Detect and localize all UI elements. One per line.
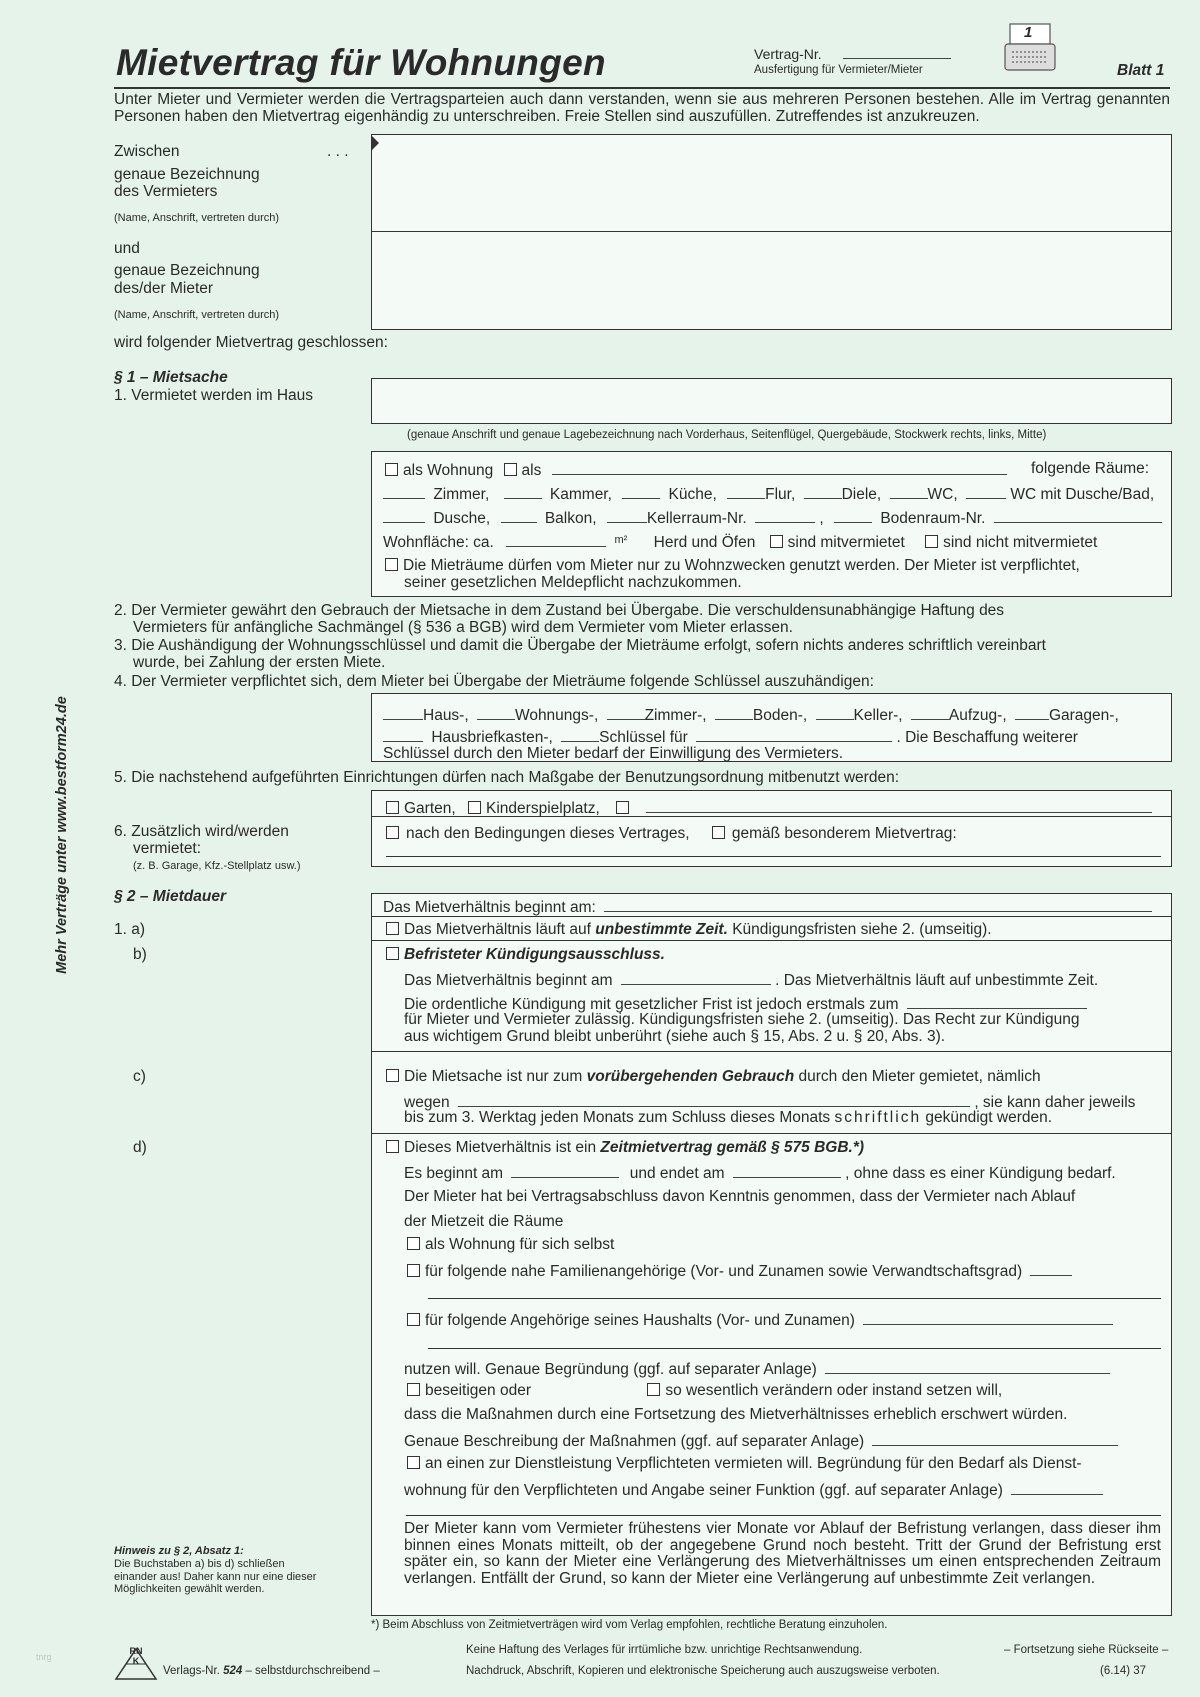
page-title: Mietvertrag für Wohnungen xyxy=(116,42,606,83)
address-field[interactable] xyxy=(371,378,1172,424)
d-household-field-1[interactable] xyxy=(863,1310,1113,1325)
mailbox-key-count[interactable] xyxy=(383,727,423,742)
intro-text: Unter Mieter und Vermieter werden die Vertragsparteien auch dann verstanden, wenn sie aus mehreren Personen bestehen. Alle im Vertrag genannten Personen haben den Mietvertrag eigenhändig zu unterschreiben. Freie Stellen sind auszufüllen. Zutreffendes ist anzukreuzen. xyxy=(114,91,1170,125)
purpose-checkbox[interactable] xyxy=(385,558,398,571)
s1-item-4: 4. Der Vermieter verpflichtet sich, dem Mieter bei Übergabe der Mieträume folgende Schlüssel auszuhändigen: xyxy=(114,673,874,690)
wc-count-field[interactable] xyxy=(890,484,928,499)
as-other-field[interactable] xyxy=(552,460,1007,475)
d-text-2: Der Mieter hat bei Vertragsabschluss davon Kenntnis genommen, dass der Vermieter nach Ablauf xyxy=(404,1188,1076,1205)
row-d: Dieses Mietverhältnis ist ein Zeitmietvertrag gemäß § 575 BGB.*) xyxy=(386,1139,864,1156)
diele-count-field[interactable] xyxy=(804,484,842,499)
publisher-text: Verlags-Nr. 524 – selbstdurchschreibend – xyxy=(163,1665,380,1677)
landlord-label-2: des Vermieters xyxy=(114,183,218,200)
copyright-text: Nachdruck, Abschrift, Kopieren und elektronische Speicherung auch auszugsweise verboten. xyxy=(466,1665,940,1677)
row-as-flat: als Wohnung als xyxy=(385,460,1007,479)
row-c3: bis zum 3. Werktag jeden Monats zum Schluss dieses Monats schriftlich gekündigt werden. xyxy=(404,1109,1053,1126)
row-a: Das Mietverhältnis läuft auf unbestimmte Zeit. Kündigungsfristen siehe 2. (umseitig). xyxy=(386,921,992,938)
d-end-field[interactable] xyxy=(733,1163,841,1178)
landlord-note: (Name, Anschrift, vertreten durch) xyxy=(114,212,280,224)
d-service-field-2[interactable] xyxy=(406,1515,1161,1516)
flur-count-field[interactable] xyxy=(727,484,765,499)
as-flat-checkbox[interactable] xyxy=(385,463,398,476)
option-b-checkbox[interactable] xyxy=(386,947,399,960)
tenant-label-1: genaue Bezeichnung xyxy=(114,262,260,279)
b-text-4: aus wichtigem Grund bleibt unberührt (siehe auch § 15, Abs. 2 u. § 20, Abs. 3). xyxy=(404,1028,946,1045)
liability-text: Keine Haftung des Verlages für irrtümliche bzw. unrichtige Rechtsanwendung. xyxy=(466,1644,863,1656)
sheet-label: Blatt 1 xyxy=(1117,62,1165,79)
logo-letters: RNK xyxy=(129,1646,143,1666)
option-a-checkbox[interactable] xyxy=(386,922,399,935)
watermark: tnrg xyxy=(36,1652,52,1662)
section-2-heading: § 2 – Mietdauer xyxy=(114,888,226,905)
garage-key-count[interactable] xyxy=(1015,705,1049,720)
other-facility-field[interactable] xyxy=(646,798,1152,813)
d-remove-checkbox[interactable] xyxy=(407,1383,420,1396)
wc-bath-count-field[interactable] xyxy=(966,484,1006,499)
balkon-count-field[interactable] xyxy=(501,508,537,523)
row-d-service: an einen zur Dienstleistung Verpflichteten vermieten will. Begründung für den Bedarf als Dienst- xyxy=(407,1455,1082,1472)
row-d-self: als Wohnung für sich selbst xyxy=(407,1236,614,1253)
row-d-household: für folgende Angehörige seines Haushalts (Vor- und Zunamen) xyxy=(407,1310,1113,1329)
s1-item-6a: 6. Zusätzlich wird/werden xyxy=(114,823,289,840)
duration-divider-1 xyxy=(371,916,1172,917)
s1-item-2b: Vermieters für anfängliche Sachmängel (§ 536 a BGB) wird dem Vermieter vom Mieter erlassen. xyxy=(133,619,793,636)
row-d-measures: beseitigen oder so wesentlich verändern oder instand setzen will, xyxy=(407,1382,1002,1399)
bodenraum-count-field[interactable] xyxy=(834,508,872,523)
section-1-heading: § 1 – Mietsache xyxy=(114,369,228,386)
zimmer-count-field[interactable] xyxy=(383,484,425,499)
footnote: *) Beim Abschluss von Zeitmietverträgen wird vom Verlag empfohlen, rechtliche Beratung einzuholen. xyxy=(371,1619,888,1631)
contract-number-label: Vertrag-Nr. xyxy=(754,46,822,62)
house-key-count[interactable] xyxy=(383,705,423,720)
d-final-text: Der Mieter kann vom Vermieter frühestens vier Monate vor Ablauf der Befristung verlangen, dass dieser ihm binnen eines Monats mitteilt, ob der angegebene Grund noch besteht. Tritt der Grund der Befristung erst später ein, so kann der Mieter eine Verlängerung des Mietverhältnisses um einen entsprechenden Zeitraum verlangen. Entfällt der Grund, so kann der Mieter eine Verlängerung auf unbestimmte Zeit verlangen. xyxy=(404,1520,1161,1587)
s1-item-3: 3. Die Aushändigung der Wohnungsschlüssel und damit die Übergabe der Mieträume erfolgt, sofern nichts anderes schriftlich vereinbart xyxy=(114,637,1046,654)
hint-text: Die Buchstaben a) bis d) schließen einander aus! Daher kann nur eine dieser Möglichkeiten gewählt werden. xyxy=(114,1558,317,1595)
garden-checkbox[interactable] xyxy=(386,801,399,814)
row-b: Befristeter Kündigungsausschluss. xyxy=(386,946,665,963)
row-d-service-2: wohnung für den Verpflichteten und Angabe seiner Funktion (ggf. auf separater Anlage) xyxy=(404,1480,1103,1499)
s1-item-6c: (z. B. Garage, Kfz.-Stellplatz usw.) xyxy=(133,860,301,872)
d-self-checkbox[interactable] xyxy=(407,1237,420,1250)
playground-checkbox[interactable] xyxy=(468,801,481,814)
other-facility-checkbox[interactable] xyxy=(616,801,629,814)
label-1a: 1. a) xyxy=(114,921,146,938)
s1-item-2: 2. Der Vermieter gewährt den Gebrauch der Mietsache in dem Zustand bei Übergabe. Die verschuldensunabhängige Haftung des xyxy=(114,602,1005,619)
kammer-count-field[interactable] xyxy=(504,484,542,499)
tenant-note: (Name, Anschrift, vertreten durch) xyxy=(114,309,280,321)
additional-field[interactable] xyxy=(386,856,1161,857)
rooms-label: folgende Räume: xyxy=(1031,460,1150,477)
b-start-field[interactable] xyxy=(621,970,771,985)
area-field[interactable] xyxy=(506,532,606,547)
row-c: Die Mietsache ist nur zum vorübergehenden Gebrauch durch den Mieter gemietet, nämlich xyxy=(386,1068,1041,1085)
row-c2: wegen , sie kann daher jeweils xyxy=(404,1094,1136,1111)
d-household-checkbox[interactable] xyxy=(407,1313,420,1326)
other-key-count[interactable] xyxy=(561,727,599,742)
closing-text: wird folgender Mietvertrag geschlossen: xyxy=(114,334,388,351)
s1-item-6b: vermietet: xyxy=(133,840,202,857)
row-d-use: nutzen will. Genaue Begründung (ggf. auf separater Anlage) xyxy=(404,1359,1110,1378)
side-advert: Mehr Verträge unter www.bestform24.de xyxy=(54,696,70,974)
row-d-desc: Genaue Beschreibung der Maßnahmen (ggf. auf separater Anlage) xyxy=(404,1431,1118,1450)
d-use-reason-field[interactable] xyxy=(825,1359,1110,1374)
copy-label: Ausfertigung für Vermieter/Mieter xyxy=(754,64,923,76)
c-reason-field[interactable] xyxy=(458,1092,970,1107)
herd-not-rented-checkbox[interactable] xyxy=(925,535,938,548)
between-dots: . . . xyxy=(327,143,349,160)
d-family-checkbox[interactable] xyxy=(407,1264,420,1277)
form-number: 1 xyxy=(1024,24,1033,41)
row-keys-2: Hausbriefkasten-, Schlüssel für . Die Beschaffung weiterer xyxy=(383,727,1078,746)
d-start-field[interactable] xyxy=(511,1163,619,1178)
row-rooms: Zimmer, Kammer, Küche, Flur, Diele, WC, WC mit Dusche/Bad, xyxy=(383,484,1154,503)
b-text-3: für Mieter und Vermieter zulässig. Kündigungsfristen siehe 2. (umseitig). Das Recht zur Kündigung xyxy=(404,1011,1080,1028)
row-b1: Das Mietverhältnis beginnt am . Das Mietverhältnis läuft auf unbestimmte Zeit. xyxy=(404,972,1099,989)
address-note: (genaue Anschrift und genaue Lagebezeichnung nach Vorderhaus, Seitenflügel, Quergebäude, Stockwerk rechts, links, Mitte) xyxy=(407,429,1047,441)
bodenraum-number-field[interactable] xyxy=(994,508,1162,523)
other-key-field[interactable] xyxy=(696,727,892,742)
row-d-family: für folgende nahe Familienangehörige (Vor- und Zunamen sowie Verwandtschaftsgrad) xyxy=(407,1261,1072,1280)
option-d-checkbox[interactable] xyxy=(386,1140,399,1153)
d-change-checkbox[interactable] xyxy=(647,1383,660,1396)
purpose-text-2: seiner gesetzlichen Meldepflicht nachzukommen. xyxy=(404,574,742,591)
duration-divider-2 xyxy=(371,940,1172,941)
continued-text: – Fortsetzung siehe Rückseite – xyxy=(1004,1644,1169,1656)
kueche-count-field[interactable] xyxy=(622,484,660,499)
b-first-termination-field[interactable] xyxy=(907,994,1087,1009)
duration-divider-4 xyxy=(371,1133,1172,1134)
d-hard-text: dass die Maßnahmen durch eine Fortsetzung des Mietverhältnisses erheblich erschwert würden. xyxy=(404,1406,1068,1423)
d-desc-field[interactable] xyxy=(872,1431,1118,1446)
landlord-label-1: genaue Bezeichnung xyxy=(114,166,260,183)
d-family-field-2[interactable] xyxy=(428,1298,1161,1299)
row-extra-rooms: Dusche, Balkon, Kellerraum-Nr. , Bodenraum-Nr. xyxy=(383,508,1162,527)
row-additional: nach den Bedingungen dieses Vertrages, gemäß besonderem Mietvertrag: xyxy=(386,825,957,842)
attic-key-count[interactable] xyxy=(715,705,753,720)
d-text-3: der Mietzeit die Räume xyxy=(404,1213,564,1230)
dusche-count-field[interactable] xyxy=(383,508,425,523)
version-text: (6.14) 37 xyxy=(1100,1665,1147,1677)
herd-rented-checkbox[interactable] xyxy=(770,535,783,548)
row-b2: Die ordentliche Kündigung mit gesetzlicher Frist ist jedoch erstmals zum xyxy=(404,994,1087,1013)
title-rule xyxy=(114,87,1170,89)
contract-number-field[interactable] xyxy=(843,58,951,59)
s1-item-3b: wurde, bei Zahlung der ersten Miete. xyxy=(133,654,386,671)
arrow-marker xyxy=(372,136,379,150)
row-facilities: Garten, Kinderspielplatz, xyxy=(386,798,1152,817)
d-service-field-1[interactable] xyxy=(1011,1480,1103,1495)
kellerraum-number-field[interactable] xyxy=(755,508,815,523)
flat-key-count[interactable] xyxy=(477,705,515,720)
between-label: Zwischen xyxy=(114,143,180,160)
contract-conditions-checkbox[interactable] xyxy=(386,826,399,839)
d-family-field-1[interactable] xyxy=(1030,1261,1072,1276)
row-area: Wohnfläche: ca. $^{m^2}$ Herd und Öfen sind mitvermietet sind nicht mitvermietet xyxy=(383,534,1098,551)
parties-divider xyxy=(371,231,1172,232)
room-key-count[interactable] xyxy=(607,705,645,720)
row-start: Das Mietverhältnis beginnt am: xyxy=(383,897,1152,916)
row-keys: Haus-, Wohnungs-, Zimmer-, Boden-, Keller-, Aufzug-, Garagen-, xyxy=(383,705,1119,724)
d-service-checkbox[interactable] xyxy=(407,1456,420,1469)
duration-divider-3 xyxy=(371,1051,1172,1052)
label-c: c) xyxy=(133,1068,146,1085)
label-d: d) xyxy=(133,1139,147,1156)
cellar-key-count[interactable] xyxy=(816,705,854,720)
hint-title: Hinweis zu § 2, Absatz 1: xyxy=(114,1545,244,1557)
row-purpose: Die Mieträume dürfen vom Mieter nur zu Wohnzwecken genutzt werden. Der Mieter ist verpflichtet, xyxy=(385,557,1080,574)
landlord-field[interactable] xyxy=(372,135,1170,230)
separate-contract-checkbox[interactable] xyxy=(712,826,725,839)
s1-item-1: 1. Vermietet werden im Haus xyxy=(114,387,314,404)
tenant-field[interactable] xyxy=(372,233,1170,329)
kellerraum-count-field[interactable] xyxy=(607,508,647,523)
lift-key-count[interactable] xyxy=(911,705,949,720)
start-date-field[interactable] xyxy=(604,897,1152,912)
keys-text-3: Schlüssel durch den Mieter bedarf der Einwilligung des Vermieters. xyxy=(383,745,844,762)
tenant-label-2: des/der Mieter xyxy=(114,280,214,297)
row-d1: Es beginnt am und endet am , ohne dass es einer Kündigung bedarf. xyxy=(404,1165,1116,1182)
option-c-checkbox[interactable] xyxy=(386,1069,399,1082)
and-label: und xyxy=(114,240,140,257)
label-b: b) xyxy=(133,946,147,963)
as-other-checkbox[interactable] xyxy=(504,463,517,476)
s1-item-5: 5. Die nachstehend aufgeführten Einrichtungen dürfen nach Maßgabe der Benutzungsordnung mitbenutzt werden: xyxy=(114,769,899,786)
d-household-field-2[interactable] xyxy=(428,1348,1161,1349)
